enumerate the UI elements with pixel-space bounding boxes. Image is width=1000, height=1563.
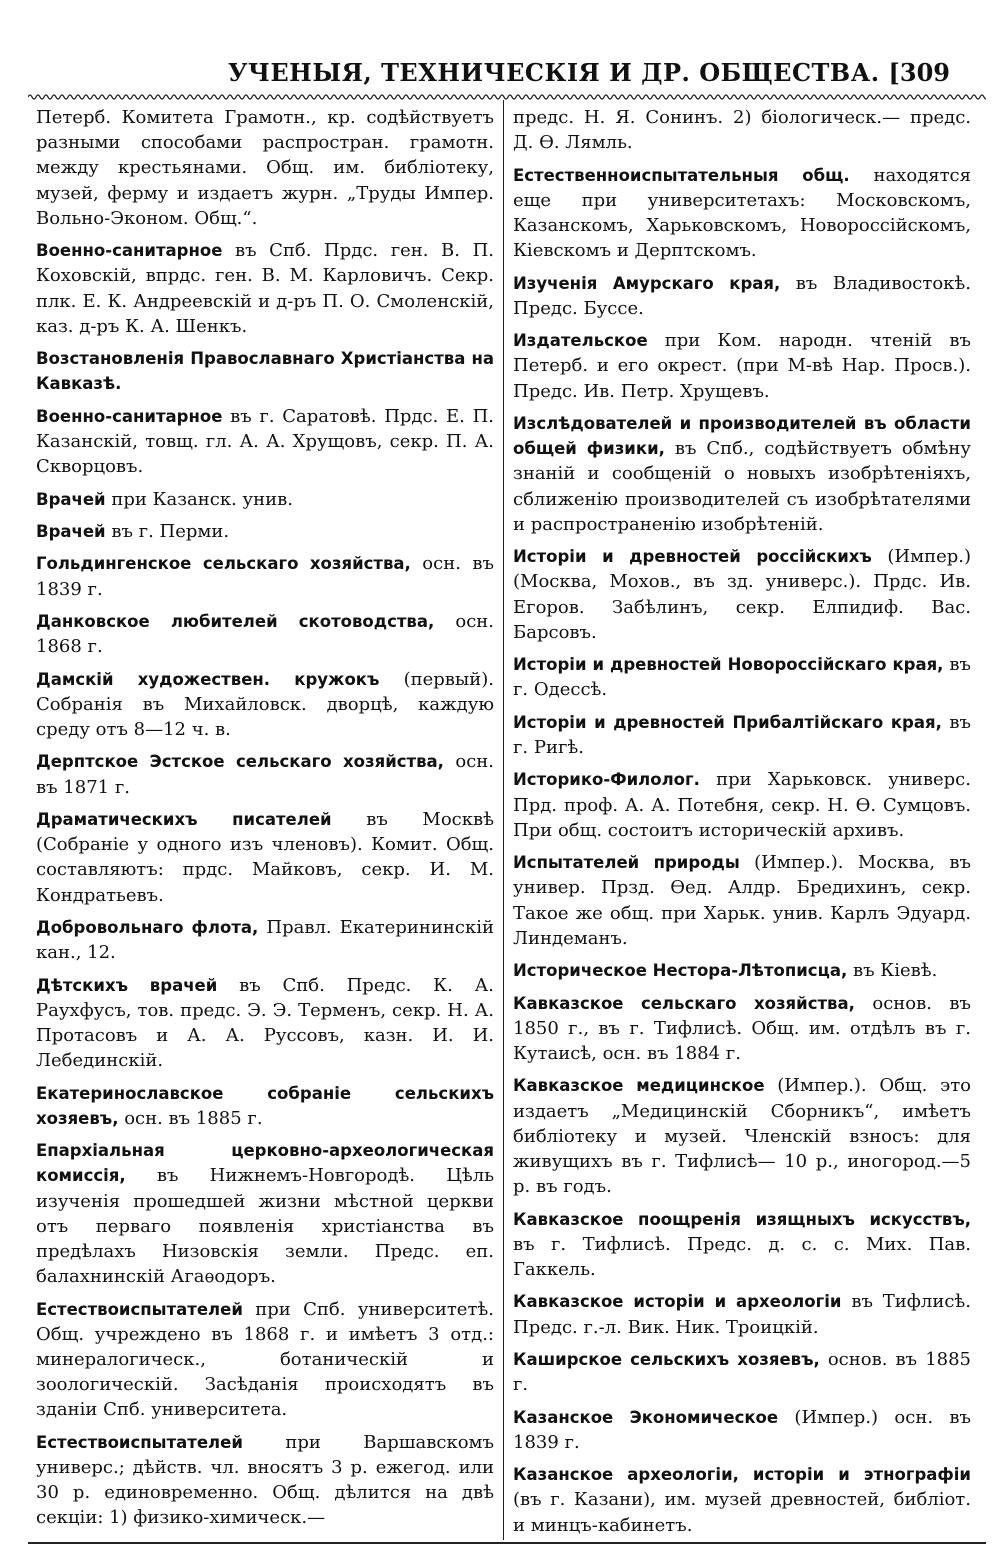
entry-text: осн. 1868 г. [36,610,494,658]
entry-text: въ г. Тифлисѣ. Предс. д. с. с. Мих. Пав. Гаккель. [513,1233,971,1280]
entry [513,767,971,843]
entry-text: въ г. Одессѣ. [513,654,971,701]
entry-text: въ Тифлисѣ. Предс. г.-л. Вик. Ник. Троицкій. [513,1291,971,1338]
entry-heading: Врачей [36,489,106,509]
entry-text: въ г. Перми. [105,520,230,542]
entry-text: предс. Н. Я. Сонинъ. 2) біологическ.— предс. Д. Ѳ. Лямль. [513,107,971,154]
entry [513,1405,971,1455]
entry-heading: Епархіальная церковно-археологическая комиссія, [36,1141,494,1186]
entry [513,105,971,155]
entry-text: (Импер.) (Москва, Мохов., въ зд. универс.). Прдс. Ив. Егоров. Забѣлинъ, секр. Елпидиф. Вас. Барсовъ. [513,546,972,643]
entry-heading: Кавказское поощренія изящныхъ искусствъ, [513,1209,971,1229]
entry-heading: Дерптское Эстское сельскаго хозяйства, [36,752,444,772]
entry [513,652,971,702]
entry [36,1081,494,1131]
page-number: [309 [888,58,950,87]
entry [36,238,494,339]
entry-heading: Дѣтскихъ врачей [36,975,218,995]
entry [36,915,494,965]
entry [513,1207,971,1283]
entry-heading: Исторіи и древностей россійскихъ [513,547,872,567]
entry-text: въ г. Саратовѣ. Прдс. Е. П. Казанскій, товщ. гл. А. А. Хрущовъ, секр. П. А. Скворцовъ. [36,405,494,478]
entry [36,807,494,908]
entry-heading: Каширское сельскихъ хозяевъ, [513,1349,820,1369]
entry [36,1297,494,1423]
entry-heading: Данковское любителей скотоводства, [36,611,435,631]
entry-heading: Исторіи и древностей Новороссійскаго края, [513,655,944,675]
entry [36,404,494,480]
entry-heading: Историко-Филолог. [513,770,700,790]
entry [36,551,494,601]
entry-heading: Кавказское сельскаго хозяйства, [513,993,855,1013]
entry-text: Петерб. Комитета Грамотн., кр. содѣйствуетъ разными способами распростран. грамотн. между крестьянами. Общ. им. библіотеку, музей, ферму и издаетъ журн. „Труды Импер. Вольно-Эконом. Общ.“. [36,107,494,229]
entry [36,346,494,396]
entry-text: (Импер.) осн. въ 1839 г. [513,1406,971,1453]
right-column [513,105,971,1545]
entry-text: основ. въ 1885 г. [513,1348,972,1396]
entry-text: въ Кіевѣ. [847,960,938,982]
entry-heading: Военно-санитарное [36,241,223,261]
entry-heading: Историческое Нестора-Лѣтописца, [513,961,848,981]
entry [513,1073,971,1199]
header-title: УЧЕНЫЯ, ТЕХНИЧЕСКІЯ И ДР. ОБЩЕСТВА. [228,58,880,87]
entry-text: осн. въ 1885 г. [118,1107,263,1129]
entry-heading: Испытателей природы [513,853,740,873]
entry [513,991,971,1067]
entry [513,411,971,537]
entry [36,105,494,231]
entry-text: основ. въ 1850 г., въ г. Тифлисѣ. Общ. им. отдѣлъ въ г. Кутаисѣ, осн. въ 1884 г. [513,992,971,1064]
entry-text: въ г. Ригѣ. [513,711,972,758]
entry-text: въ Спб., содѣйствуетъ обмѣну знаній и сообщеній о новыхъ изобрѣтеніяхъ, сближенію производителей съ изобрѣтателями и распространенію изобрѣтеній. [513,438,971,535]
left-column [36,105,494,1538]
entry [36,1138,494,1289]
entry-text: въ Владивостокѣ. Предс. Буссе. [513,272,971,319]
entry [36,973,494,1074]
entry-heading: Драматическихъ писателей [36,809,332,829]
entry-heading: Естествоиспытателей [36,1432,243,1452]
entry-text: (первый). Собранія въ Михайловск. дворцѣ, каждую среду отъ 8—12 ч. в. [36,668,495,740]
entry [513,958,971,983]
entry-heading: Кавказское исторіи и археологіи [513,1292,842,1312]
entry-heading: Кавказское медицинское [513,1076,765,1096]
entry [36,1430,494,1531]
entry [513,1289,971,1339]
entry-text: Правл. Екатерининскій кан., 12. [36,916,494,964]
entry [36,487,494,512]
entry-heading: Военно-санитарное [36,406,223,426]
entry [513,544,971,645]
entry [513,850,971,951]
entry [36,609,494,659]
entry-text: въ Спб. Прдс. ген. В. П. Коховскій, впрдс. ген. В. М. Карловичъ. Секр. плк. Е. К. Андреевскій и д-ръ П. О. Смоленскій, каз. д-ръ К. А. Шенкъ. [36,240,494,337]
entry [513,271,971,321]
entry-heading: Естественноиспытательныя общ. [513,165,850,185]
entry [513,1347,971,1397]
entry-text: осн. въ 1839 г. [36,553,494,600]
entry-heading: Изученія Амурскаго края, [513,273,781,293]
entry-heading: Добровольнаго флота, [36,917,259,937]
entry-heading: Дамскій художествен. кружокъ [36,669,380,689]
entry-heading: Казанское археологіи, исторіи и этнографіи [513,1465,971,1485]
header-wavy-rule [28,92,986,102]
column-divider [503,100,504,1540]
entry-text: находятся еще при университетахъ: Московскомъ, Казанскомъ, Харьковскомъ, Новороссійскомъ, Кіевскомъ и Дерптскомъ. [513,164,971,262]
entry [36,749,494,799]
entry-text: (Импер.). Общ. это издаетъ „Медицинскій Сборникъ“, имѣетъ библіотеку и музей. Членскій взносъ: для живущихъ въ г. Тифлисѣ— 10 р., иногород.—5 р. въ годъ. [513,1075,971,1198]
entry-heading: Изслѣдователей и производителей въ области общей физики, [513,413,971,459]
entry-text: при Варшавскомъ универс.; дѣйств. чл. вносятъ 3 р. ежегод. или 30 р. единовременно. Общ. дѣлится на двѣ секціи: 1) физико-химическ.— [36,1431,494,1529]
entry-heading: Возстановленія Православнаго Христіанства на Кавказѣ. [36,349,494,394]
entry-heading: Гольдингенское сельскаго хозяйства, [36,554,411,574]
entry-text: при Спб. университетѣ. Общ. учреждено въ 1868 г. и имѣетъ 3 отд.: минералогическ., ботаническій и зоологическій. Засѣданія происходятъ въ зданіи Спб. университета. [36,1298,494,1421]
entry [36,519,494,544]
running-header [28,58,972,92]
entry-text: (въ г. Казани), им. музей древностей, библіот. и минцъ-кабинетъ. [513,1489,971,1536]
entry-heading: Исторіи и древностей Прибалтійскаго края, [513,712,942,732]
entry-text: осн. въ 1871 г. [36,751,494,798]
entry-heading: Издательское [513,331,648,351]
entry-heading: Естествоиспытателей [36,1299,243,1319]
entry [513,163,971,264]
entry-text: при Харьковск. универс. Прд. проф. А. А. Потебня, секр. Н. Ѳ. Сумцовъ. При общ. состоитъ историческій архивъ. [513,769,971,841]
entry-text: въ Москвѣ (Собраніе у одного изъ членовъ). Комит. Общ. составляютъ: прдс. Майковъ, секр. И. М. Кондратьевъ. [36,808,494,906]
entry-text: (Импер.). Москва, въ универ. Прзд. Ѳед. Алдр. Бредихинъ, секр. Такое же общ. при Харьк. унив. Карлъ Эдуард. Линдеманъ. [513,852,972,949]
entry-heading: Казанское Экономическое [513,1407,779,1427]
entry-text: въ Спб. Предс. К. А. Раухфусъ, тов. предс. Э. Э. Терменъ, секр. Н. А. Протасовъ и А. А. Руссовъ, казн. И. И. Лебединскій. [36,974,494,1072]
entry [513,1462,971,1538]
entry-heading: Екатеринославское собраніе сельскихъ хозяевъ, [36,1083,494,1128]
entry-text: въ Нижнемъ-Новгородѣ. Цѣль изученія прошедшей жизни мѣстной церкви отъ перваго появленія христіанства въ предѣлахъ Низовскія земли. Предс. еп. балахнинскій Агаѳодоръ. [36,1165,494,1288]
entry [36,667,494,743]
entry-text: при Ком. народн. чтеній въ Петерб. и его окрест. (при М-вѣ Нар. Просв.). Предс. Ив. Петр. Хрущевъ. [513,330,971,402]
entry-heading: Врачей [36,521,106,541]
entry-text: при Казанск. унив. [105,488,293,510]
entry [513,710,971,760]
entry [513,328,971,404]
